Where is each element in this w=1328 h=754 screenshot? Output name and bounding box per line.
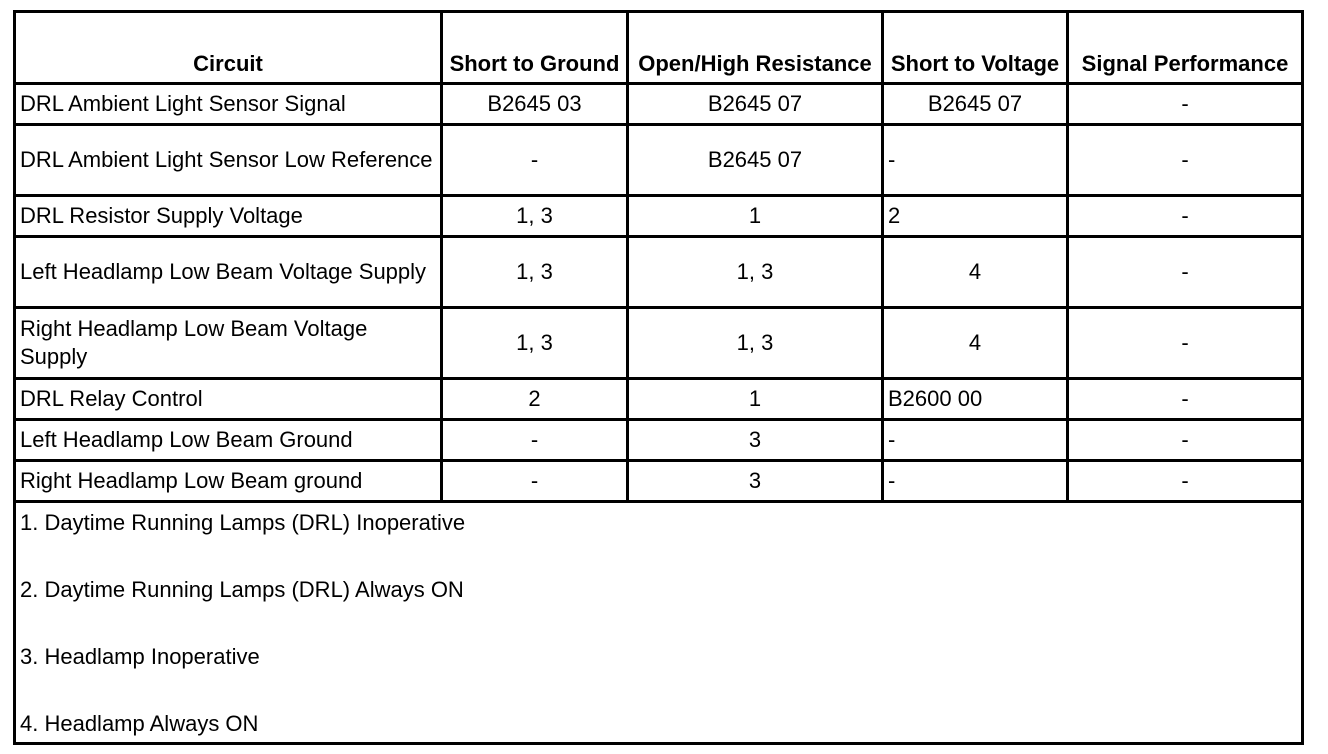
footnote-item: 3. Headlamp Inoperative <box>20 644 260 669</box>
header-signal-performance: Signal Performance <box>1068 12 1303 84</box>
short-to-ground-cell: - <box>442 125 628 196</box>
short-to-ground-cell: 2 <box>442 379 628 420</box>
short-to-voltage-cell: 4 <box>883 237 1068 308</box>
short-to-voltage-cell: - <box>883 461 1068 502</box>
open-high-resistance-cell: B2645 07 <box>628 125 883 196</box>
open-high-resistance-cell: 1, 3 <box>628 308 883 379</box>
table-row <box>15 84 1303 125</box>
open-high-resistance-cell: 1, 3 <box>628 237 883 308</box>
header-short-to-voltage: Short to Voltage <box>883 12 1068 84</box>
circuit-cell: Left Headlamp Low Beam Voltage Supply <box>15 237 442 308</box>
footnote-item: 4. Headlamp Always ON <box>20 711 259 736</box>
header-open-high-resistance: Open/High Resistance <box>628 12 883 84</box>
circuit-cell: Left Headlamp Low Beam Ground <box>15 420 442 461</box>
short-to-ground-cell: 1, 3 <box>442 237 628 308</box>
table-row <box>15 308 1303 379</box>
open-high-resistance-cell: B2645 07 <box>628 84 883 125</box>
table-row <box>15 196 1303 237</box>
open-high-resistance-cell: 3 <box>628 420 883 461</box>
circuit-cell: DRL Relay Control <box>15 379 442 420</box>
table-row <box>15 461 1303 502</box>
table-row <box>15 237 1303 308</box>
table-row <box>15 420 1303 461</box>
table-row <box>15 379 1303 420</box>
short-to-ground-cell: B2645 03 <box>442 84 628 125</box>
short-to-voltage-cell: 2 <box>883 196 1068 237</box>
short-to-voltage-cell: B2600 00 <box>883 379 1068 420</box>
open-high-resistance-cell: 1 <box>628 196 883 237</box>
short-to-voltage-cell: - <box>883 125 1068 196</box>
signal-performance-cell: - <box>1068 84 1303 125</box>
header-short-to-ground: Short to Ground <box>442 12 628 84</box>
circuit-diagnostic-table <box>13 10 1304 745</box>
signal-performance-cell: - <box>1068 308 1303 379</box>
footnote-item: 1. Daytime Running Lamps (DRL) Inoperative <box>20 510 466 535</box>
footnote-item: 2. Daytime Running Lamps (DRL) Always ON <box>20 577 464 602</box>
signal-performance-cell: - <box>1068 125 1303 196</box>
short-to-voltage-cell: - <box>883 420 1068 461</box>
signal-performance-cell: - <box>1068 461 1303 502</box>
circuit-cell: Right Headlamp Low Beam Voltage Supply <box>15 308 442 379</box>
footnotes-row <box>15 502 1303 744</box>
circuit-cell: DRL Resistor Supply Voltage <box>15 196 442 237</box>
signal-performance-cell: - <box>1068 379 1303 420</box>
signal-performance-cell: - <box>1068 196 1303 237</box>
short-to-voltage-cell: B2645 07 <box>883 84 1068 125</box>
table-header-row <box>15 12 1303 84</box>
header-circuit: Circuit <box>15 12 442 84</box>
short-to-ground-cell: 1, 3 <box>442 196 628 237</box>
short-to-ground-cell: - <box>442 420 628 461</box>
short-to-ground-cell: 1, 3 <box>442 308 628 379</box>
footnotes-cell <box>15 502 1303 744</box>
circuit-cell: DRL Ambient Light Sensor Signal <box>15 84 442 125</box>
table-row <box>15 125 1303 196</box>
circuit-cell: Right Headlamp Low Beam ground <box>15 461 442 502</box>
circuit-cell: DRL Ambient Light Sensor Low Reference <box>15 125 442 196</box>
short-to-ground-cell: - <box>442 461 628 502</box>
open-high-resistance-cell: 3 <box>628 461 883 502</box>
signal-performance-cell: - <box>1068 237 1303 308</box>
signal-performance-cell: - <box>1068 420 1303 461</box>
short-to-voltage-cell: 4 <box>883 308 1068 379</box>
open-high-resistance-cell: 1 <box>628 379 883 420</box>
